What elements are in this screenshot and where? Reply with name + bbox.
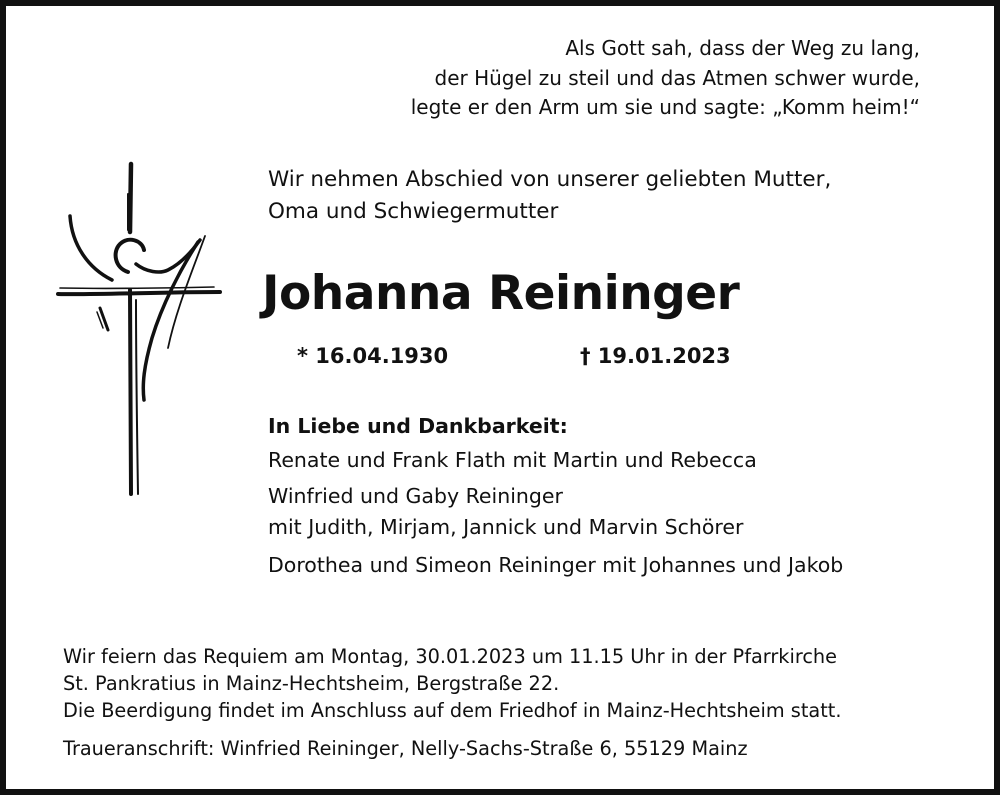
intro-line: Wir nehmen Abschied von unserer geliebten Mutter, [268, 167, 832, 192]
family-line: Dorothea und Simeon Reininger mit Johannes und Jakob [268, 552, 844, 577]
notice-line: Wir feiern das Requiem am Montag, 30.01.2023 um 11.15 Uhr in der Pfarrkirche [63, 645, 838, 668]
mourning-address: Traueranschrift: Winfried Reininger, Nelly-Sachs-Straße 6, 55129 Mainz [63, 737, 748, 760]
family-heading: In Liebe und Dankbarkeit: [268, 414, 568, 438]
notice-line: St. Pankratius in Mainz-Hechtsheim, Bergstraße 22. [63, 672, 560, 695]
deceased-name: Johanna Reininger [262, 266, 740, 321]
family-section [268, 411, 843, 581]
funeral-notice [63, 643, 841, 724]
death-date: † 19.01.2023 [580, 344, 731, 368]
poem-line: Als Gott sah, dass der Weg zu lang, [565, 36, 920, 60]
family-line: Winfried und Gaby Reininger [268, 483, 563, 508]
cross-with-figure-icon [50, 160, 230, 505]
intro-text [268, 164, 831, 228]
poem-quote [411, 34, 920, 123]
poem-line: der Hügel zu steil und das Atmen schwer wurde, [434, 65, 920, 90]
family-line: mit Judith, Mirjam, Jannick und Marvin Schörer [268, 515, 744, 539]
family-line: Renate und Frank Flath mit Martin und Rebecca [268, 448, 757, 472]
birth-date: * 16.04.1930 [297, 344, 449, 368]
poem-line: legte er den Arm um sie und sagte: „Komm heim!“ [410, 95, 920, 119]
notice-line: Die Beerdigung findet im Anschluss auf dem Friedhof in Mainz-Hechtsheim statt. [63, 699, 842, 722]
intro-line: Oma und Schwiegermutter [268, 199, 559, 224]
